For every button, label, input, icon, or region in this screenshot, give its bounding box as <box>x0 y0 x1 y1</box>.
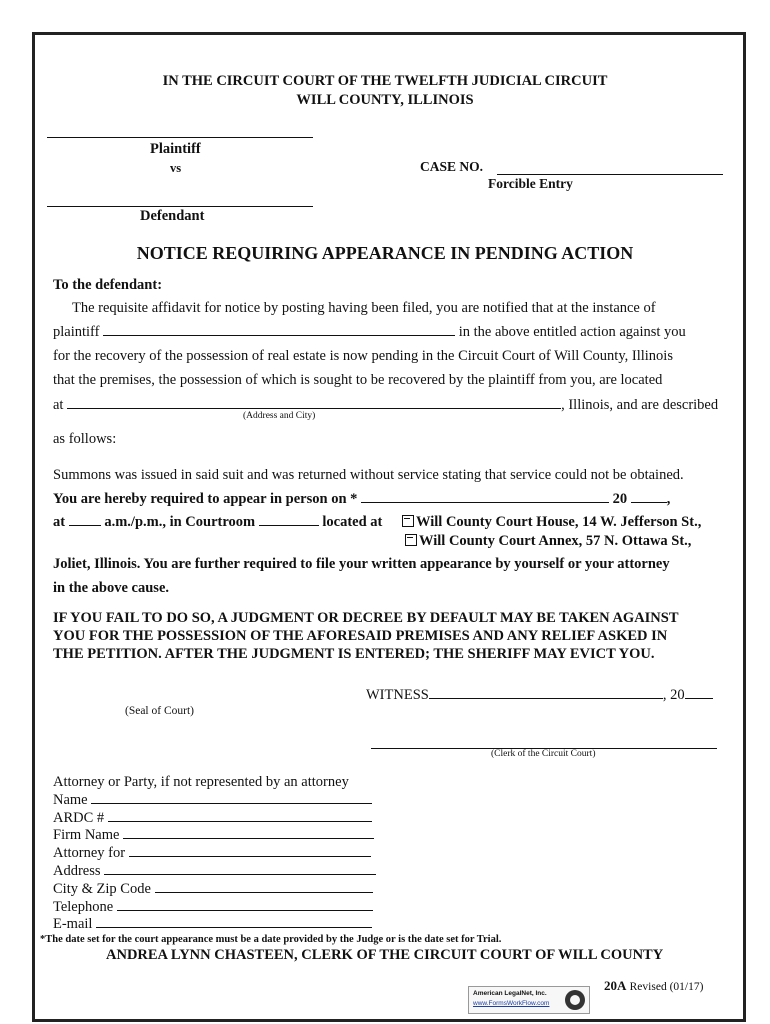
warning-line-3: THE PETITION. AFTER THE JUDGMENT IS ENTERED; THE SHERIFF MAY EVICT YOU. <box>53 646 655 662</box>
field-label: Name <box>53 792 88 808</box>
field-line[interactable] <box>91 802 372 804</box>
above-cause: in the above cause. <box>53 580 169 596</box>
clerk-name: ANDREA LYNN CHASTEEN, CLERK OF THE CIRCUIT COURT OF WILL COUNTY <box>106 947 664 963</box>
option-court-annex-label: Will County Court Annex, 57 N. Ottawa St., <box>419 533 692 549</box>
summons-line: Summons was issued in said suit and was returned without service stating that service could not be obtained. <box>53 467 684 483</box>
form-title: NOTICE REQUIRING APPEARANCE IN PENDING ACTION <box>136 243 634 263</box>
at-label: at <box>53 514 66 530</box>
field-line[interactable] <box>96 926 372 928</box>
as-follows: as follows: <box>53 431 117 447</box>
located-at: located at <box>322 514 383 530</box>
attorney-heading: Attorney or Party, if not represented by an attorney <box>53 774 349 790</box>
field-label: E-mail <box>53 916 93 932</box>
appear-comma: , <box>666 491 671 507</box>
field-label: City & Zip Code <box>53 881 151 897</box>
field-label: ARDC # <box>53 810 105 826</box>
paragraph-line-4: that the premises, the possession of which is sought to be recovered by the plaintiff from you, are located <box>53 372 663 388</box>
paragraph-line-5-end: , Illinois, and are described <box>561 397 719 413</box>
address-hint: (Address and City) <box>243 411 316 421</box>
attorney-field-city-zip[interactable] <box>53 881 373 898</box>
logo-link[interactable]: www.FormsWorkFlow.com <box>473 1000 550 1007</box>
appear-date-line[interactable] <box>361 501 609 503</box>
option-court-house[interactable] <box>402 514 701 531</box>
time-courtroom-line <box>53 514 382 531</box>
paragraph-line-3: for the recovery of the possession of real estate is now pending in the Circuit Court of Will County, Illinois <box>53 348 673 364</box>
field-label: Address <box>53 863 101 879</box>
plaintiff-label: Plaintiff <box>150 141 201 157</box>
paragraph-line-2-end: in the above entitled action against you <box>458 324 686 340</box>
witness-twenty: , 20 <box>662 687 685 703</box>
court-heading: IN THE CIRCUIT COURT OF THE TWELFTH JUDICIAL CIRCUIT <box>162 73 608 89</box>
witness-line <box>366 687 713 704</box>
field-label: Firm Name <box>53 827 120 843</box>
plaintiff-instance-line[interactable] <box>103 334 455 336</box>
plaintiff-name-line[interactable] <box>47 136 313 138</box>
date-note: *The date set for the court appearance must be a date provided by the Judge or is the date set for Trial. <box>40 934 502 945</box>
field-line[interactable] <box>117 909 373 911</box>
case-no-line[interactable] <box>497 173 723 175</box>
field-line[interactable] <box>129 855 371 857</box>
form-number <box>604 978 703 994</box>
clerk-hint: (Clerk of the Circuit Court) <box>491 749 596 759</box>
field-line[interactable] <box>123 837 374 839</box>
defendant-name-line[interactable] <box>47 205 313 207</box>
seal-of-court: (Seal of Court) <box>125 705 194 717</box>
appear-year-line[interactable] <box>631 501 667 503</box>
warning-line-2: YOU FOR THE POSSESSION OF THE AFORESAID PREMISES AND ANY RELIEF ASKED IN <box>53 628 668 644</box>
witness-year-line[interactable] <box>685 697 713 699</box>
premises-address-line[interactable] <box>67 407 561 409</box>
field-line[interactable] <box>108 820 372 822</box>
appear-prefix: You are hereby required to appear in person on * <box>53 491 358 507</box>
appear-line <box>53 491 670 508</box>
case-no-label: CASE NO. <box>420 159 484 174</box>
vs-label: vs <box>170 161 182 175</box>
attorney-field-telephone[interactable] <box>53 899 373 916</box>
attorney-field-address[interactable] <box>53 863 376 880</box>
field-label: Attorney for <box>53 845 126 861</box>
attorney-field-name[interactable] <box>53 792 372 809</box>
witness-label: WITNESS <box>366 687 429 703</box>
courtroom-line[interactable] <box>259 524 319 526</box>
publisher-logo[interactable] <box>468 986 590 1014</box>
attorney-field-attorney-for[interactable] <box>53 845 371 862</box>
to-defendant: To the defendant: <box>53 277 163 293</box>
joliet-line: Joliet, Illinois. You are further required to file your written appearance by yourself or your attorney <box>53 556 670 572</box>
plaintiff-word: plaintiff <box>53 324 100 340</box>
county-heading: WILL COUNTY, ILLINOIS <box>296 92 474 108</box>
field-label: Telephone <box>53 899 114 915</box>
attorney-field-firm[interactable] <box>53 827 374 844</box>
time-line[interactable] <box>69 524 101 526</box>
witness-date-line[interactable] <box>429 697 663 699</box>
paragraph-line-5 <box>53 397 718 414</box>
warning-line-1: IF YOU FAIL TO DO SO, A JUDGMENT OR DECREE BY DEFAULT MAY BE TAKEN AGAINST <box>53 610 679 626</box>
logo-company: American LegalNet, Inc. <box>473 990 547 997</box>
defendant-label: Defendant <box>140 208 205 224</box>
option-court-house-label: Will County Court House, 14 W. Jefferson St., <box>416 514 702 530</box>
form-id: 20A <box>604 978 627 993</box>
revised-date: Revised (01/17) <box>629 981 704 993</box>
paragraph-line-2 <box>53 324 686 341</box>
at-word: at <box>53 397 64 413</box>
option-court-annex[interactable] <box>405 533 691 550</box>
paragraph-line-1: The requisite affidavit for notice by posting having been filed, you are notified that at the instance of <box>72 300 656 316</box>
case-type: Forcible Entry <box>488 176 573 191</box>
field-line[interactable] <box>155 891 373 893</box>
attorney-field-email[interactable] <box>53 916 372 933</box>
field-line[interactable] <box>104 873 376 875</box>
checkbox-icon[interactable] <box>405 534 417 546</box>
attorney-field-ardc[interactable] <box>53 810 372 827</box>
checkbox-icon[interactable] <box>402 515 414 527</box>
appear-year-prefix: 20 <box>612 491 628 507</box>
logo-mark-icon <box>565 990 585 1010</box>
ampm-courtroom: a.m./p.m., in Courtroom <box>104 514 256 530</box>
